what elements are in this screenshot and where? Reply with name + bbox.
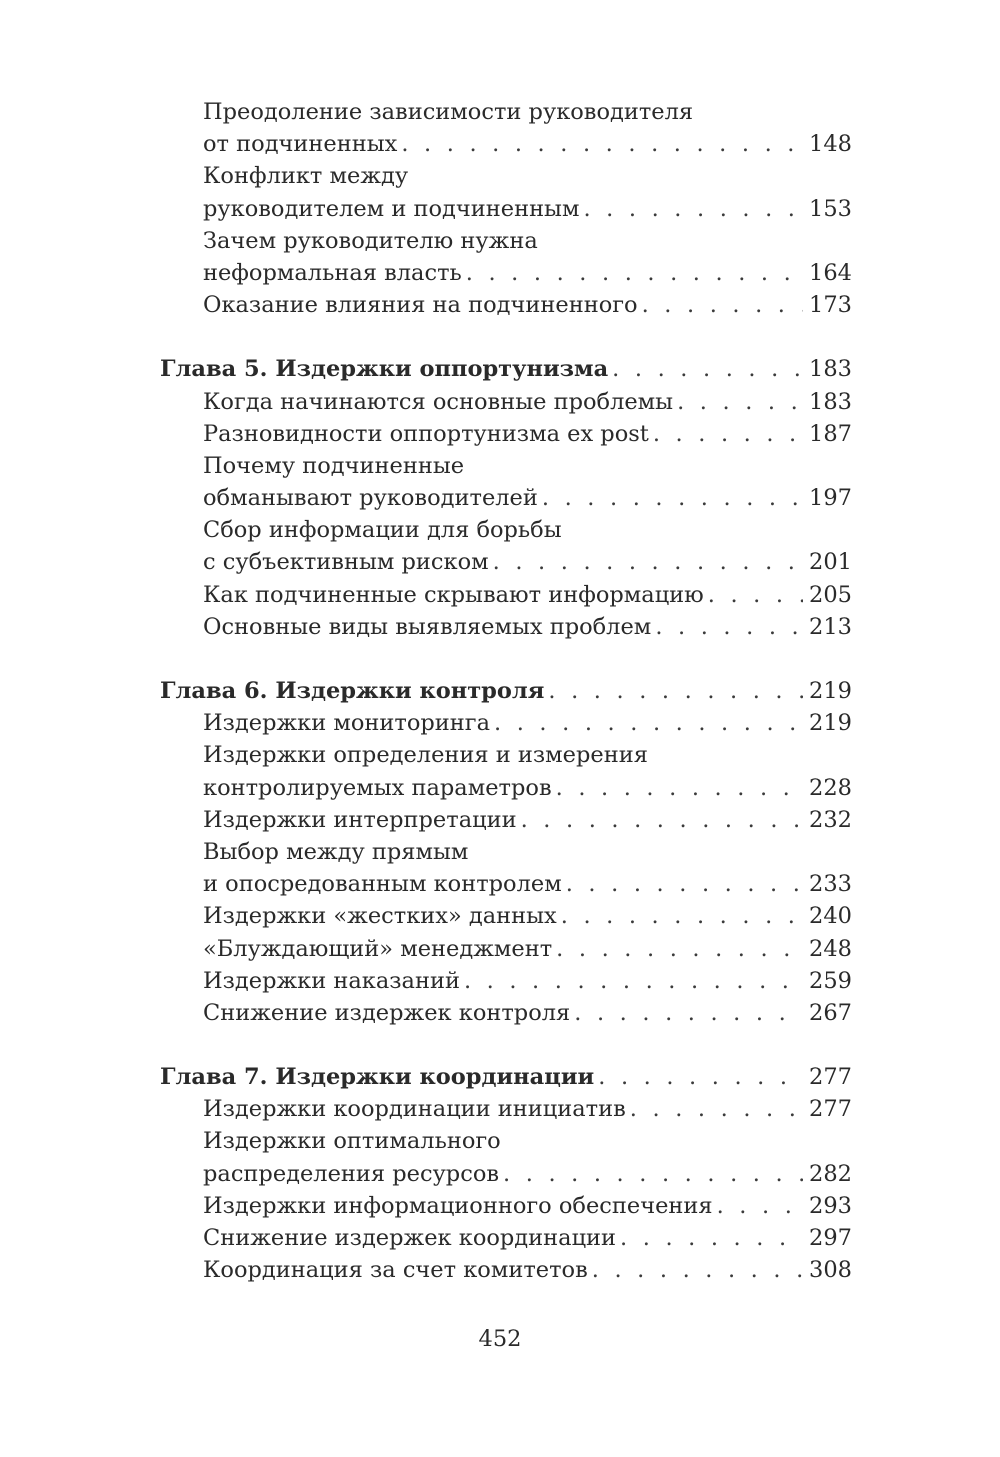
toc-entry-line-final: [160, 1158, 852, 1190]
toc-entry-text: Снижение издержек контроля: [203, 999, 571, 1026]
dot-leader: [574, 997, 803, 1029]
dot-leader: [717, 1190, 803, 1222]
toc-entry-text: обманывают руководителей: [203, 485, 538, 512]
toc-entry-text: и опосредованным контролем: [203, 871, 562, 898]
toc-entry-line-final: [160, 418, 852, 450]
toc-entry[interactable]: [160, 933, 852, 965]
toc-entry-line-final: [160, 900, 852, 932]
toc-entry-text: Преодоление зависимости руководителя: [203, 99, 694, 125]
dot-leader: [708, 579, 803, 611]
chapter-section: [160, 675, 852, 1029]
dot-leader: [598, 1061, 803, 1093]
toc-entry[interactable]: [160, 225, 852, 289]
toc-entry-text: Издержки «жестких» данных: [203, 903, 557, 930]
dot-leader: [556, 772, 803, 804]
dot-leader: [630, 1093, 803, 1125]
toc-entry-page-number: 153: [809, 195, 852, 222]
dot-leader: [566, 868, 803, 900]
toc-entry-line-final: [160, 997, 852, 1029]
toc-entry-line-final: [160, 1222, 852, 1254]
toc-entry-line-final: [160, 1093, 852, 1125]
toc-entry-line-final: [160, 128, 852, 160]
toc-entry[interactable]: [160, 1222, 852, 1254]
toc-entry-page-number: 205: [809, 581, 852, 608]
toc-entry[interactable]: [160, 1254, 852, 1286]
toc-entry-text: Основные виды выявляемых проблем: [203, 613, 652, 640]
toc-entry-page-number: 308: [809, 1257, 852, 1284]
toc-entry-page-number: 232: [809, 806, 852, 833]
toc-entry-page-number: 248: [809, 935, 852, 962]
dot-leader: [653, 418, 803, 450]
toc-entry-line-final: [160, 772, 852, 804]
toc-entry[interactable]: [160, 450, 852, 514]
toc-entry-line-final: [160, 257, 852, 289]
toc-entry-page-number: 148: [809, 131, 852, 158]
toc-entry[interactable]: [160, 1190, 852, 1222]
dot-leader: [612, 353, 803, 385]
toc-entry-line: [160, 739, 852, 771]
toc-entry-page-number: 213: [809, 613, 852, 640]
toc-entry-text: Почему подчиненные: [203, 452, 465, 479]
toc-entry[interactable]: [160, 739, 852, 803]
toc-entry-text: с субъективным риском: [203, 549, 489, 576]
toc-entry-page-number: 201: [809, 549, 852, 576]
toc-entry-text: Издержки мониторинга: [203, 710, 491, 737]
table-of-contents: [160, 96, 852, 1286]
dot-leader: [556, 933, 803, 965]
toc-entry-text: Издержки координации инициатив: [203, 1096, 626, 1123]
dot-leader: [493, 546, 803, 578]
toc-entry-text: «Блуждающий» менеджмент: [203, 935, 553, 962]
toc-entry-text: Зачем руководителю нужна: [203, 227, 538, 254]
toc-entry-line-final: [160, 707, 852, 739]
chapter-section: [160, 353, 852, 643]
chapter-section: [160, 1061, 852, 1286]
toc-entry-line-final: [160, 868, 852, 900]
page-number: 452: [478, 1326, 522, 1352]
chapter-heading[interactable]: [160, 675, 852, 707]
chapter-title: Глава 5. Издержки оппортунизма: [160, 356, 609, 383]
toc-entry-text: Издержки оптимального: [203, 1128, 501, 1155]
toc-entry-line-final: [160, 579, 852, 611]
toc-entry-line-final: [160, 1190, 852, 1222]
toc-entry-line: [160, 450, 852, 482]
toc-entry[interactable]: [160, 997, 852, 1029]
toc-entry-line-final: [160, 1254, 852, 1286]
dot-leader: [548, 675, 803, 707]
toc-entry-text: Снижение издержек координации: [203, 1225, 617, 1251]
toc-entry-text: Издержки определения и измерения: [203, 742, 648, 769]
toc-entry-page-number: 267: [809, 999, 852, 1026]
toc-entry-line: [160, 1125, 852, 1157]
toc-entry-page-number: 164: [809, 259, 852, 286]
toc-entry-line-final: [160, 965, 852, 997]
dot-leader: [642, 289, 803, 321]
toc-entry-line-final: [160, 386, 852, 418]
dot-leader: [466, 257, 803, 289]
toc-entry-page-number: 187: [809, 420, 852, 447]
toc-entry[interactable]: [160, 579, 852, 611]
toc-entry-line: [160, 225, 852, 257]
chapter-title: Глава 6. Издержки контроля: [160, 678, 545, 704]
chapter-heading[interactable]: [160, 353, 852, 385]
dot-leader: [592, 1254, 803, 1286]
section-continued: [160, 96, 852, 321]
chapter-page-number: 277: [809, 1064, 852, 1091]
toc-entry-page-number: 233: [809, 871, 852, 898]
toc-entry[interactable]: [160, 96, 852, 160]
toc-entry-line-final: [160, 193, 852, 225]
toc-entry-text: от подчиненных: [203, 131, 398, 158]
chapter-heading[interactable]: [160, 1061, 852, 1093]
toc-entry[interactable]: [160, 289, 852, 321]
toc-entry-text: Издержки информационного обеспечения: [203, 1192, 713, 1219]
toc-entry-page-number: 293: [809, 1192, 852, 1219]
toc-entry-page-number: 219: [809, 710, 852, 737]
dot-leader: [464, 965, 803, 997]
toc-entry-page-number: 183: [809, 388, 852, 415]
toc-entry[interactable]: [160, 804, 852, 836]
toc-entry[interactable]: [160, 1093, 852, 1125]
toc-entry-line-final: [160, 804, 852, 836]
dot-leader: [620, 1222, 803, 1254]
toc-entry[interactable]: [160, 965, 852, 997]
toc-entry-text: Оказание влияния на подчиненного: [203, 292, 638, 319]
toc-entry-page-number: 259: [809, 967, 852, 994]
toc-entry[interactable]: [160, 418, 852, 450]
toc-entry-page-number: 197: [809, 485, 852, 512]
toc-entry[interactable]: [160, 611, 852, 643]
dot-leader: [583, 193, 803, 225]
dot-leader: [677, 386, 803, 418]
toc-entry-page-number: 173: [809, 292, 852, 319]
dot-leader: [503, 1158, 803, 1190]
toc-entry-line-final: [160, 546, 852, 578]
toc-entry-line-final: [160, 933, 852, 965]
toc-entry-text: распределения ресурсов: [203, 1160, 500, 1187]
toc-entry-text: Координация за счет комитетов: [203, 1257, 588, 1284]
toc-entry-text: Сбор информации для борьбы: [203, 517, 562, 544]
toc-entry-text: неформальная власть: [203, 259, 462, 286]
toc-entry-text: контролируемых параметров: [203, 774, 552, 801]
dot-leader: [561, 900, 803, 932]
chapter-page-number: 183: [809, 356, 852, 383]
chapter-page-number: 219: [809, 678, 852, 704]
toc-entry-page-number: 282: [809, 1160, 852, 1187]
toc-entry[interactable]: [160, 836, 852, 900]
toc-entry-line: [160, 514, 852, 546]
toc-entry-text: руководителем и подчиненным: [203, 195, 580, 222]
toc-entry[interactable]: [160, 514, 852, 578]
toc-entry-line: [160, 836, 852, 868]
toc-entry-text: Издержки интерпретации: [203, 806, 517, 833]
toc-entry-line-final: [160, 289, 852, 321]
dot-leader: [521, 804, 803, 836]
toc-entry-line: [160, 96, 852, 128]
toc-entry[interactable]: [160, 707, 852, 739]
toc-entry-line-final: [160, 482, 852, 514]
toc-entry-line: [160, 160, 852, 192]
dot-leader: [655, 611, 803, 643]
toc-entry-text: Выбор между прямым: [203, 838, 469, 865]
toc-entry-page-number: 277: [809, 1096, 852, 1123]
toc-entry[interactable]: [160, 900, 852, 932]
dot-leader: [494, 707, 803, 739]
dot-leader: [401, 128, 803, 160]
toc-entry[interactable]: [160, 1125, 852, 1189]
toc-entry-page-number: 297: [809, 1225, 852, 1251]
toc-entry-text: Издержки наказаний: [203, 967, 460, 994]
toc-entry[interactable]: [160, 160, 852, 224]
toc-entry-text: Разновидности оппортунизма ex post: [203, 420, 649, 447]
chapter-title: Глава 7. Издержки координации: [160, 1064, 595, 1091]
toc-entry[interactable]: [160, 386, 852, 418]
toc-entry-line-final: [160, 611, 852, 643]
toc-entry-text: Когда начинаются основные проблемы: [203, 388, 674, 415]
toc-entry-text: Как подчиненные скрывают информацию: [203, 581, 704, 608]
toc-entry-page-number: 240: [809, 903, 852, 930]
toc-entry-text: Конфликт между: [203, 163, 409, 190]
toc-entry-page-number: 228: [809, 774, 852, 801]
dot-leader: [542, 482, 803, 514]
